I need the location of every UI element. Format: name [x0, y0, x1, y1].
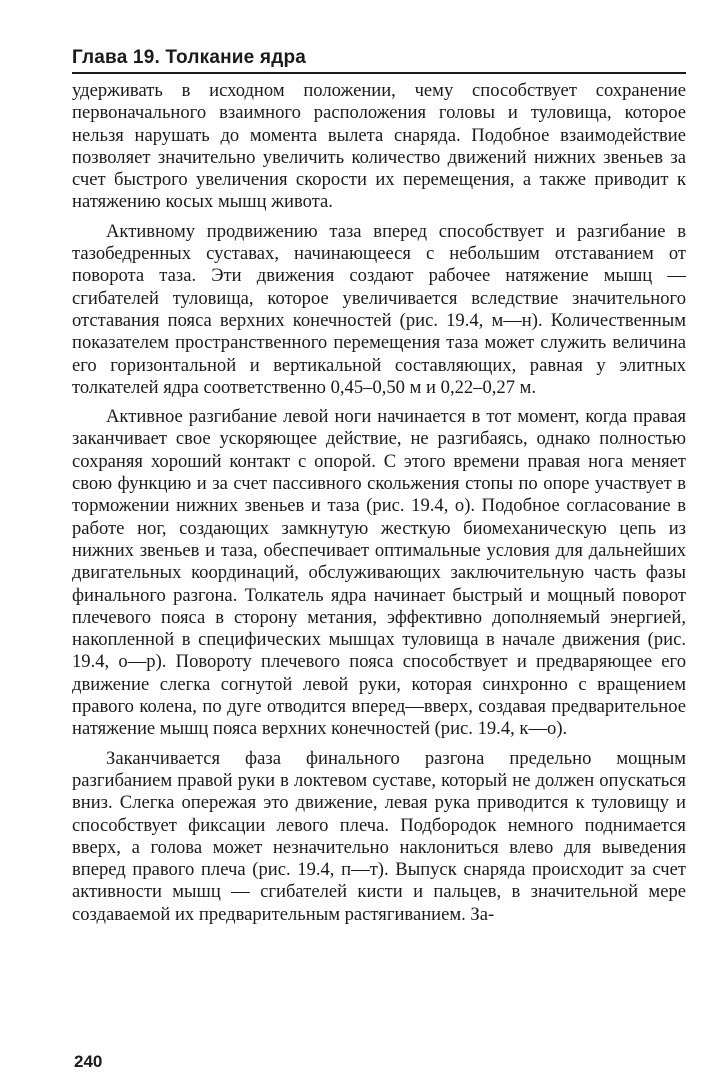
- running-head: Глава 19. Толкание ядра: [72, 44, 686, 74]
- paragraph-3: Активное разгибание левой ноги начинается в тот момент, когда правая заканчивает свое ускоряющее действие, не разгибаясь, однако полностью сохраняя хороший контакт с опорой. С этого времени правая нога меняет свою функцию и за счет пассивного скольжения стопы по опоре участвует в торможении нижних звеньев и таза (рис. 19.4, о). Подобное согласование в работе ног, создающих замкнутую жесткую биомеханическую цепь из нижних звеньев и таза, обеспечивает оптимальные условия для дальнейших двигательных координаций, обслуживающих заключительную часть фазы финального разгона. Толкатель ядра начинает быстрый и мощный поворот плечевого пояса в сторону метания, эффективно дополняемый энергией, накопленной в специфических мышцах туловища в начале движения (рис. 19.4, о—р). Повороту плечевого пояса способствует и предваряющее его движение слегка согнутой левой руки, которая синхронно с вращением правого колена, по дуге отводится вперед—вверх, создавая предварительное натяжение мышц пояса верхних конечностей (рис. 19.4, к—о).: [72, 406, 686, 740]
- body-text: [72, 80, 686, 926]
- book-page: [72, 44, 686, 933]
- paragraph-2: Активному продвижению таза вперед способствует и разгибание в тазобедренных суставах, начинающееся с небольшим отставанием от поворота таза. Эти движения создают рабочее натяжение мышц — сгибателей туловища, которое увеличивается вследствие значительного отставания пояса верхних конечностей (рис. 19.4, м—н). Количественным показателем пространственного перемещения таза может служить величина его горизонтальной и вертикальной составляющих, равная у элитных толкателей ядра соответственно 0,45–0,50 м и 0,22–0,27 м.: [72, 220, 686, 398]
- paragraph-4: Заканчивается фаза финального разгона предельно мощным разгибанием правой руки в локтевом суставе, который не должен опускаться вниз. Слегка опережая это движение, левая рука приводится к туловищу и способствует фиксации левого плеча. Подбородок немного поднимается вверх, а голова может незначительно наклониться влево для выведения вперед правого плеча (рис. 19.4, п—т). Выпуск снаряда происходит за счет активности мышц — сгибателей кисти и пальцев, в значительной мере создаваемой их предварительным растягиванием. За-: [72, 747, 686, 925]
- page-number: 240: [74, 1052, 103, 1071]
- paragraph-1: удерживать в исходном положении, чему способствует сохранение первоначального взаимного расположения головы и туловища, которое нельзя нарушать до момента вылета снаряда. Подобное взаимодействие позволяет значительно увеличить количество движений нижних звеньев за счет быстрого увеличения скорости их перемещения, а также приводит к натяжению косых мышц живота.: [72, 80, 686, 213]
